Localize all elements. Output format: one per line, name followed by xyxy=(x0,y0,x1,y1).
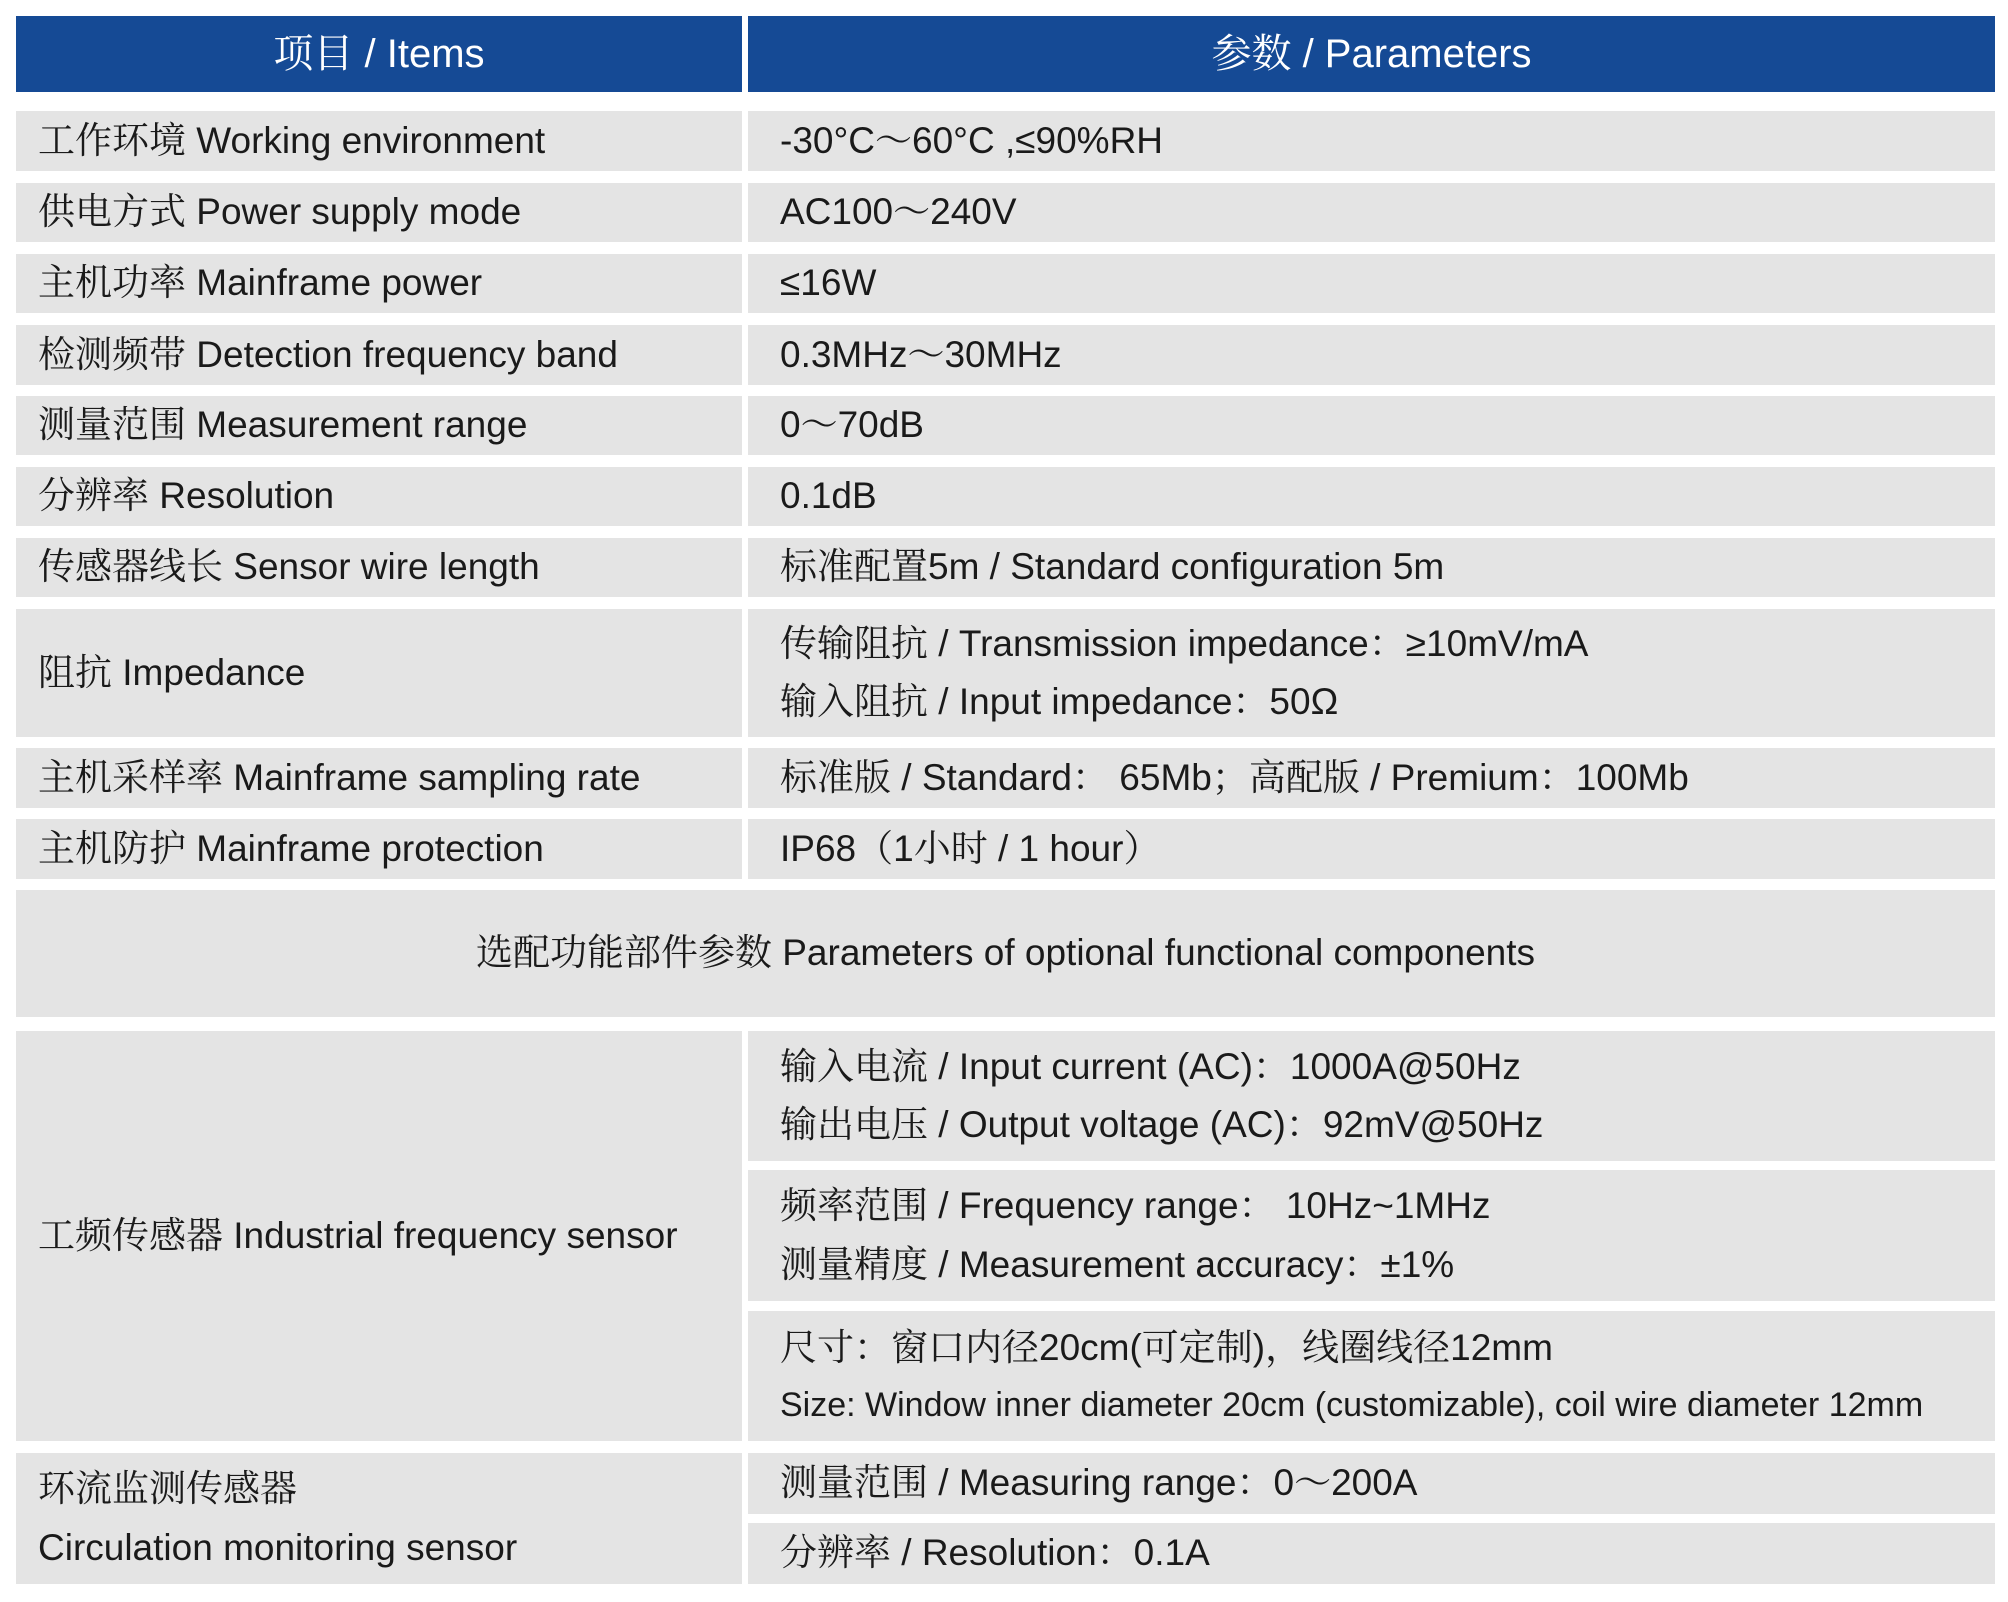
row-item xyxy=(16,748,742,808)
row-item-label: 主机功率 Mainframe power xyxy=(38,262,483,304)
row-item-label: 测量范围 Measurement range xyxy=(38,404,528,446)
row-value-text: 标准版 / Standard： 65Mb；高配版 / Premium：100Mb xyxy=(780,756,1689,798)
row-value-text: 测量范围 / Measuring range：0～200A xyxy=(780,1462,1418,1504)
row-item-label: 工作环境 Working environment xyxy=(38,119,546,161)
group-line: 尺寸：窗口内径20cm(可定制)，线圈线径12mm xyxy=(780,1326,1553,1368)
row-value xyxy=(748,254,1995,313)
row-value xyxy=(748,1523,1995,1584)
row-item-label: 阻抗 Impedance xyxy=(38,651,306,693)
circulation-sensor-label-cn: 环流监测传感器 xyxy=(38,1468,297,1510)
row-item xyxy=(16,538,742,597)
row-value-text: ≤16W xyxy=(780,262,877,304)
group-line: 输出电压 / Output voltage (AC)：92mV@50Hz xyxy=(780,1103,1544,1145)
industrial-sensor-group xyxy=(748,1170,1995,1301)
row-value xyxy=(748,819,1995,879)
optional-section-title xyxy=(16,890,1995,1017)
row-value-line: 输入阻抗 / Input impedance：50Ω xyxy=(780,680,1339,722)
row-value xyxy=(748,1453,1995,1514)
row-item xyxy=(16,183,742,242)
row-value xyxy=(748,183,1995,242)
header-parameters-label: 参数 / Parameters xyxy=(1211,32,1532,76)
section-title-text: 选配功能部件参数 Parameters of optional functional components xyxy=(475,932,1536,974)
row-item xyxy=(16,819,742,879)
row-value-text: 0.3MHz～30MHz xyxy=(780,333,1062,375)
group-line: Size: Window inner diameter 20cm (customizable), coil wire diameter 12mm xyxy=(780,1386,1924,1425)
row-value xyxy=(748,538,1995,597)
row-value xyxy=(748,609,1995,737)
row-value-text: 0～70dB xyxy=(780,404,924,446)
row-value-text: 0.1dB xyxy=(780,475,877,517)
header-items-label: 项目 / Items xyxy=(273,32,485,76)
industrial-sensor-group xyxy=(748,1031,1995,1161)
industrial-sensor-group xyxy=(748,1311,1995,1441)
circulation-sensor-label-en: Circulation monitoring sensor xyxy=(38,1526,518,1568)
row-item-label: 主机防护 Mainframe protection xyxy=(38,827,544,869)
row-value-text: IP68（1小时 / 1 hour） xyxy=(780,827,1161,869)
group-line: 输入电流 / Input current (AC)：1000A@50Hz xyxy=(780,1045,1521,1087)
row-value-line: 传输阻抗 / Transmission impedance：≥10mV/mA xyxy=(780,623,1589,665)
row-value-text: 分辨率 / Resolution：0.1A xyxy=(780,1532,1210,1574)
row-item xyxy=(16,325,742,385)
row-value xyxy=(748,396,1995,455)
industrial-sensor-item xyxy=(16,1031,742,1441)
row-item-label: 主机采样率 Mainframe sampling rate xyxy=(38,756,641,798)
row-value xyxy=(748,325,1995,385)
row-item xyxy=(16,609,742,737)
row-value xyxy=(748,111,1995,171)
header-items xyxy=(16,16,742,92)
row-item-label: 检测频带 Detection frequency band xyxy=(38,333,618,375)
group-line: 测量精度 / Measurement accuracy：±1% xyxy=(780,1243,1455,1285)
group-line: 频率范围 / Frequency range： 10Hz~1MHz xyxy=(780,1185,1491,1227)
row-item xyxy=(16,396,742,455)
header-parameters xyxy=(748,16,1995,92)
row-value xyxy=(748,467,1995,526)
row-item-label: 传感器线长 Sensor wire length xyxy=(38,546,540,588)
industrial-sensor-label: 工频传感器 Industrial frequency sensor xyxy=(38,1214,678,1256)
row-item xyxy=(16,254,742,313)
row-value-text: 标准配置5m / Standard configuration 5m xyxy=(780,546,1445,588)
row-value xyxy=(748,748,1995,808)
row-value-text: AC100～240V xyxy=(780,191,1017,233)
circulation-sensor-item xyxy=(16,1453,742,1584)
row-item-label: 供电方式 Power supply mode xyxy=(38,191,522,233)
row-item-label: 分辨率 Resolution xyxy=(38,475,335,517)
row-value-text: -30°C～60°C ,≤90%RH xyxy=(780,119,1164,161)
row-item xyxy=(16,111,742,171)
row-item xyxy=(16,467,742,526)
